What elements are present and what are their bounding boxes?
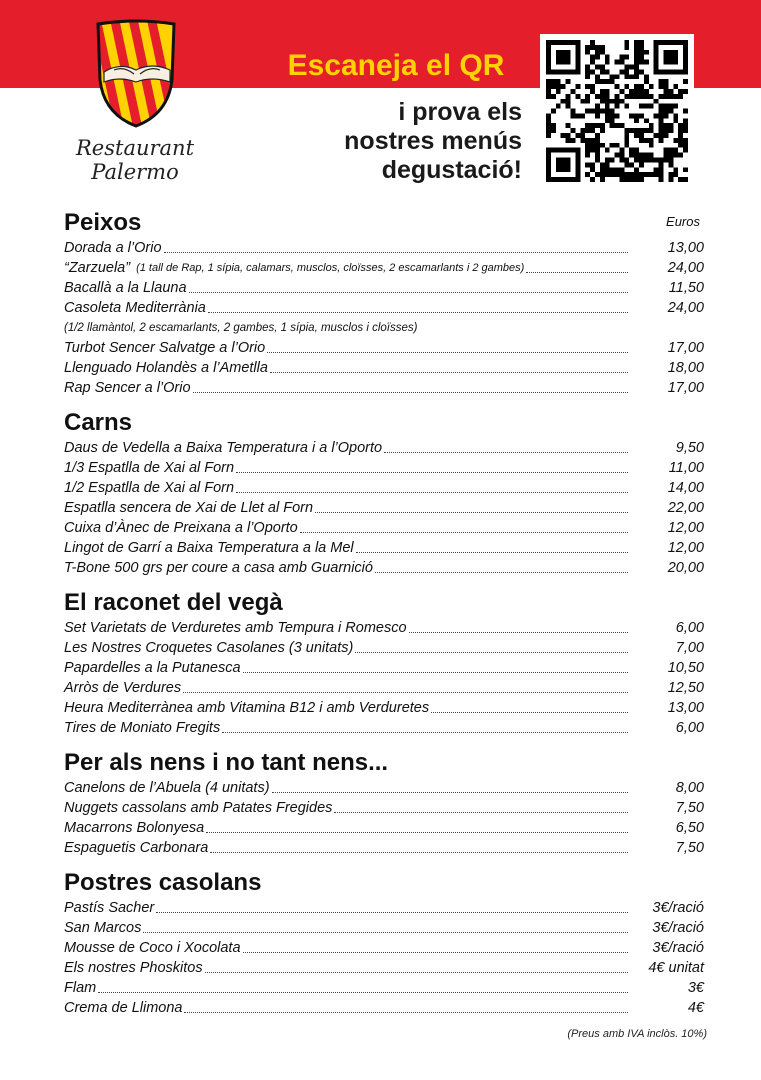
dot-leader [243, 952, 628, 953]
menu-item-price: 24,00 [667, 260, 704, 276]
menu-item [64, 998, 704, 1018]
menu-item [64, 838, 704, 858]
menu-item [64, 238, 704, 258]
restaurant-name [60, 136, 210, 184]
catalan-shield-icon [90, 18, 182, 130]
menu-item-price: 24,00 [667, 300, 704, 316]
dot-leader [356, 552, 628, 553]
menu-item-name: 1/2 Espatlla de Xai al Forn [64, 480, 235, 496]
menu-item-price: 3€/ració [652, 920, 704, 936]
dot-leader [375, 572, 628, 573]
restaurant-name-line1: Restaurant [75, 136, 195, 160]
section-title: Postres casolans [64, 869, 262, 896]
dot-leader [156, 912, 628, 913]
menu-item-name: Set Varietats de Verduretes amb Tempura i Romesco [64, 620, 407, 636]
dot-leader [267, 352, 628, 353]
menu-item [64, 658, 704, 678]
menu-item-price: 6,50 [675, 820, 704, 836]
section-header [64, 588, 704, 618]
menu-item-name: Lingot de Garrí a Baixa Temperatura a la Mel [64, 540, 354, 556]
menu-item-price: 3€ [687, 980, 704, 996]
menu-item [64, 498, 704, 518]
qr-code[interactable] [540, 34, 694, 188]
menu-item-name: Mousse de Coco i Xocolata [64, 940, 241, 956]
menu-item-price: 9,50 [675, 440, 704, 456]
dot-leader [236, 472, 628, 473]
menu-item-name: Pastís Sacher [64, 900, 155, 916]
menu-item [64, 958, 704, 978]
menu-item [64, 278, 704, 298]
dot-leader [526, 272, 628, 273]
menu-item-name: Papardelles a la Putanesca [64, 660, 241, 676]
section-title: Per als nens i no tant nens... [64, 749, 389, 776]
dot-leader [206, 832, 628, 833]
section-title: El raconet del vegà [64, 589, 283, 616]
menu-item-name: Bacallà a la Llauna [64, 280, 187, 296]
dot-leader [334, 812, 628, 813]
dot-leader [300, 532, 628, 533]
menu-item-name: San Marcos [64, 920, 142, 936]
menu-item-name: Dorada a l’Orio [64, 240, 162, 256]
section-header [64, 748, 704, 778]
dot-leader [384, 452, 628, 453]
menu-item-name: Daus de Vedella a Baixa Temperatura i a l’Oporto [64, 440, 383, 456]
dot-leader [315, 512, 628, 513]
dot-leader [183, 692, 628, 693]
section-header [64, 868, 704, 898]
menu-item-name: Els nostres Phoskitos [64, 960, 203, 976]
dot-leader [431, 712, 628, 713]
dot-leader [210, 852, 628, 853]
menu-item-price: 4€ unitat [648, 960, 704, 976]
menu-item [64, 358, 704, 378]
menu-item-price: 22,00 [667, 500, 704, 516]
menu-item [64, 378, 704, 398]
menu-item-name: T-Bone 500 grs per coure a casa amb Guarnició [64, 560, 373, 576]
menu-item [64, 618, 704, 638]
menu-item-name: Arròs de Verdures [64, 680, 182, 696]
menu-item-price: 14,00 [667, 480, 704, 496]
menu-item [64, 538, 704, 558]
menu-item [64, 818, 704, 838]
menu-item-price: 7,50 [675, 800, 704, 816]
section-title: Peixos [64, 209, 142, 236]
dot-leader [236, 492, 628, 493]
menu-item [64, 478, 704, 498]
menu-item-price: 12,00 [667, 540, 704, 556]
menu-item-name: Nuggets cassolans amb Patates Fregides [64, 800, 333, 816]
dot-leader [409, 632, 628, 633]
menu-item-name: Flam [64, 980, 97, 996]
dot-leader [205, 972, 628, 973]
menu-item [64, 338, 704, 358]
section-header [64, 408, 704, 438]
menu-item [64, 258, 704, 278]
menu-item-name: Llenguado Holandès a l’Ametlla [64, 360, 268, 376]
currency-label: Euros [666, 214, 700, 229]
menu-item-name: 1/3 Espatlla de Xai al Forn [64, 460, 235, 476]
menu-item-name: Casoleta Mediterrània [64, 300, 206, 316]
qr-code-icon [546, 40, 688, 182]
dot-leader [272, 792, 628, 793]
menu-item [64, 978, 704, 998]
restaurant-logo [60, 14, 210, 184]
menu-item [64, 458, 704, 478]
dot-leader [355, 652, 628, 653]
dot-leader [164, 252, 628, 253]
menu-item-price: 6,00 [675, 720, 704, 736]
restaurant-name-line2: Palermo [91, 160, 179, 184]
menu-item-name: Espaguetis Carbonara [64, 840, 209, 856]
dot-leader [189, 292, 628, 293]
menu-item [64, 558, 704, 578]
menu-item-name: Cuixa d’Ànec de Preixana a l’Oporto [64, 520, 298, 536]
menu-item-note: (1 tall de Rap, 1 sípia, calamars, musclos, cloïsses, 2 escamarlants i 2 gambes) [136, 262, 525, 274]
menu-item-price: 20,00 [667, 560, 704, 576]
dot-leader [143, 932, 628, 933]
menu-item [64, 798, 704, 818]
dot-leader [270, 372, 628, 373]
subline-2: nostres menús [344, 127, 522, 155]
menu-item-name: Espatlla sencera de Xai de Llet al Forn [64, 500, 314, 516]
menu-item-name: Crema de Llimona [64, 1000, 183, 1016]
tasting-menu-subline [300, 98, 522, 185]
menu-item [64, 518, 704, 538]
menu-item-name: Heura Mediterrànea amb Vitamina B12 i amb Verduretes [64, 700, 430, 716]
menu-item-subnote: (1/2 llamàntol, 2 escamarlants, 2 gambes, 1 sípia, musclos i cloïsses) [64, 322, 418, 334]
menu-item [64, 778, 704, 798]
menu-item-price: 13,00 [667, 700, 704, 716]
menu-item-price: 8,00 [675, 780, 704, 796]
menu-item [64, 638, 704, 658]
menu-item-price: 6,00 [675, 620, 704, 636]
menu-item-price: 7,50 [675, 840, 704, 856]
menu-item-name: Rap Sencer a l’Orio [64, 380, 191, 396]
menu-item-price: 13,00 [667, 240, 704, 256]
subline-1: i prova els [398, 98, 522, 126]
dot-leader [193, 392, 628, 393]
menu-item-price: 12,00 [667, 520, 704, 536]
menu-item-price: 12,50 [667, 680, 704, 696]
menu-item [64, 698, 704, 718]
menu-item-price: 3€/ració [652, 900, 704, 916]
vat-footnote: (Preus amb IVA inclòs. 10%) [567, 1028, 707, 1040]
menu-item-price: 4€ [687, 1000, 704, 1016]
menu-item-price: 10,50 [667, 660, 704, 676]
dot-leader [208, 312, 628, 313]
menu-item-name: Macarrons Bolonyesa [64, 820, 205, 836]
section-header [64, 208, 704, 238]
subline-3: degustació! [381, 156, 522, 184]
menu-item-name: Canelons de l’Abuela (4 unitats) [64, 780, 270, 796]
menu-item-price: 3€/ració [652, 940, 704, 956]
menu-item-price: 17,00 [667, 340, 704, 356]
menu-item-price: 18,00 [667, 360, 704, 376]
menu-item-name: Les Nostres Croquetes Casolanes (3 unitats) [64, 640, 354, 656]
menu-item-price: 11,00 [668, 460, 704, 476]
menu-item-price: 7,00 [675, 640, 704, 656]
menu-item [64, 918, 704, 938]
menu-item [64, 678, 704, 698]
menu-item [64, 298, 704, 318]
dot-leader [98, 992, 628, 993]
menu-item-price: 17,00 [667, 380, 704, 396]
menu-item [64, 438, 704, 458]
dot-leader [222, 732, 628, 733]
scan-qr-headline: Escaneja el QR [287, 49, 505, 82]
menu-item [64, 938, 704, 958]
dot-leader [184, 1012, 628, 1013]
menu-item [64, 718, 704, 738]
menu-item-name: “Zarzuela” [64, 260, 131, 276]
menu-item-name: Tires de Moniato Fregits [64, 720, 221, 736]
menu-item-price: 11,50 [668, 280, 704, 296]
menu-list [64, 202, 704, 1018]
menu-item [64, 898, 704, 918]
menu-item-name: Turbot Sencer Salvatge a l’Orio [64, 340, 266, 356]
section-title: Carns [64, 409, 133, 436]
dot-leader [243, 672, 628, 673]
